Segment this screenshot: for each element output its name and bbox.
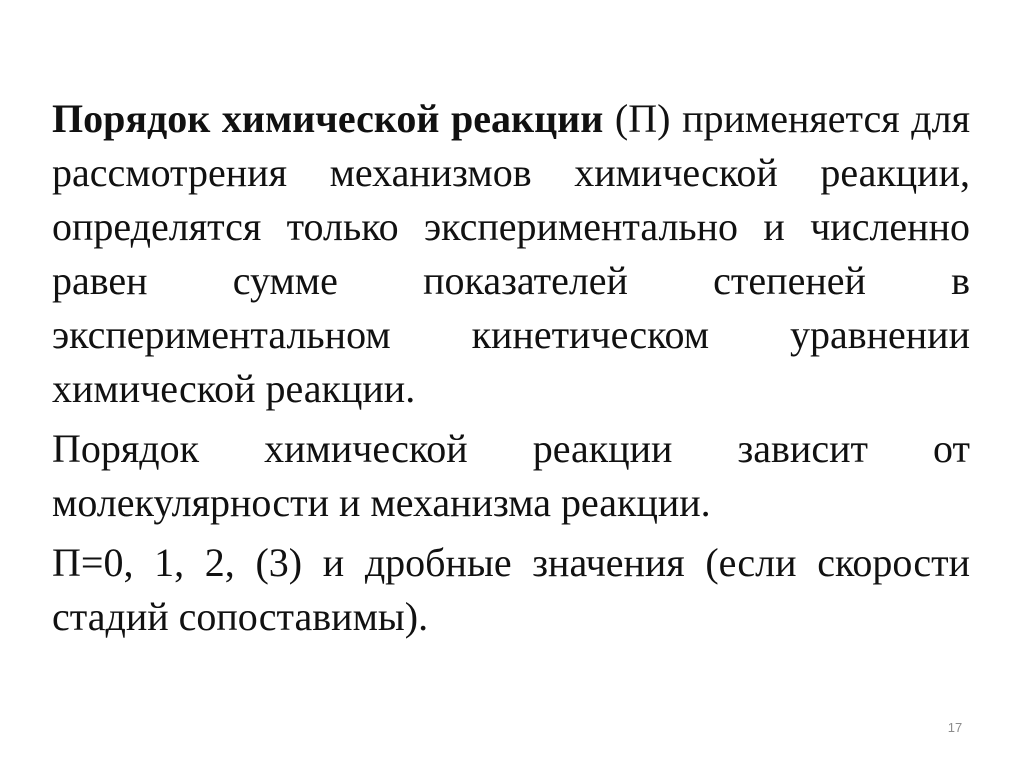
term-reaction-order: Порядок химической реакции [52, 96, 604, 141]
page-number: 17 [947, 720, 963, 735]
paragraph-definition [52, 92, 970, 416]
slide-content [52, 92, 970, 650]
paragraph-values: П=0, 1, 2, (3) и дробные значения (если скорости стадий сопоставимы). [52, 540, 970, 639]
paragraph-dependency: Порядок химической реакции зависит от молекулярности и механизма реакции. [52, 426, 970, 525]
definition-text: (П) применяется для рассмотрения механизмов химической реакции, определятся только экспериментально и численно равен сумме показателей степеней в экспериментальном кинетическом уравнении химической реакции. [52, 96, 971, 411]
